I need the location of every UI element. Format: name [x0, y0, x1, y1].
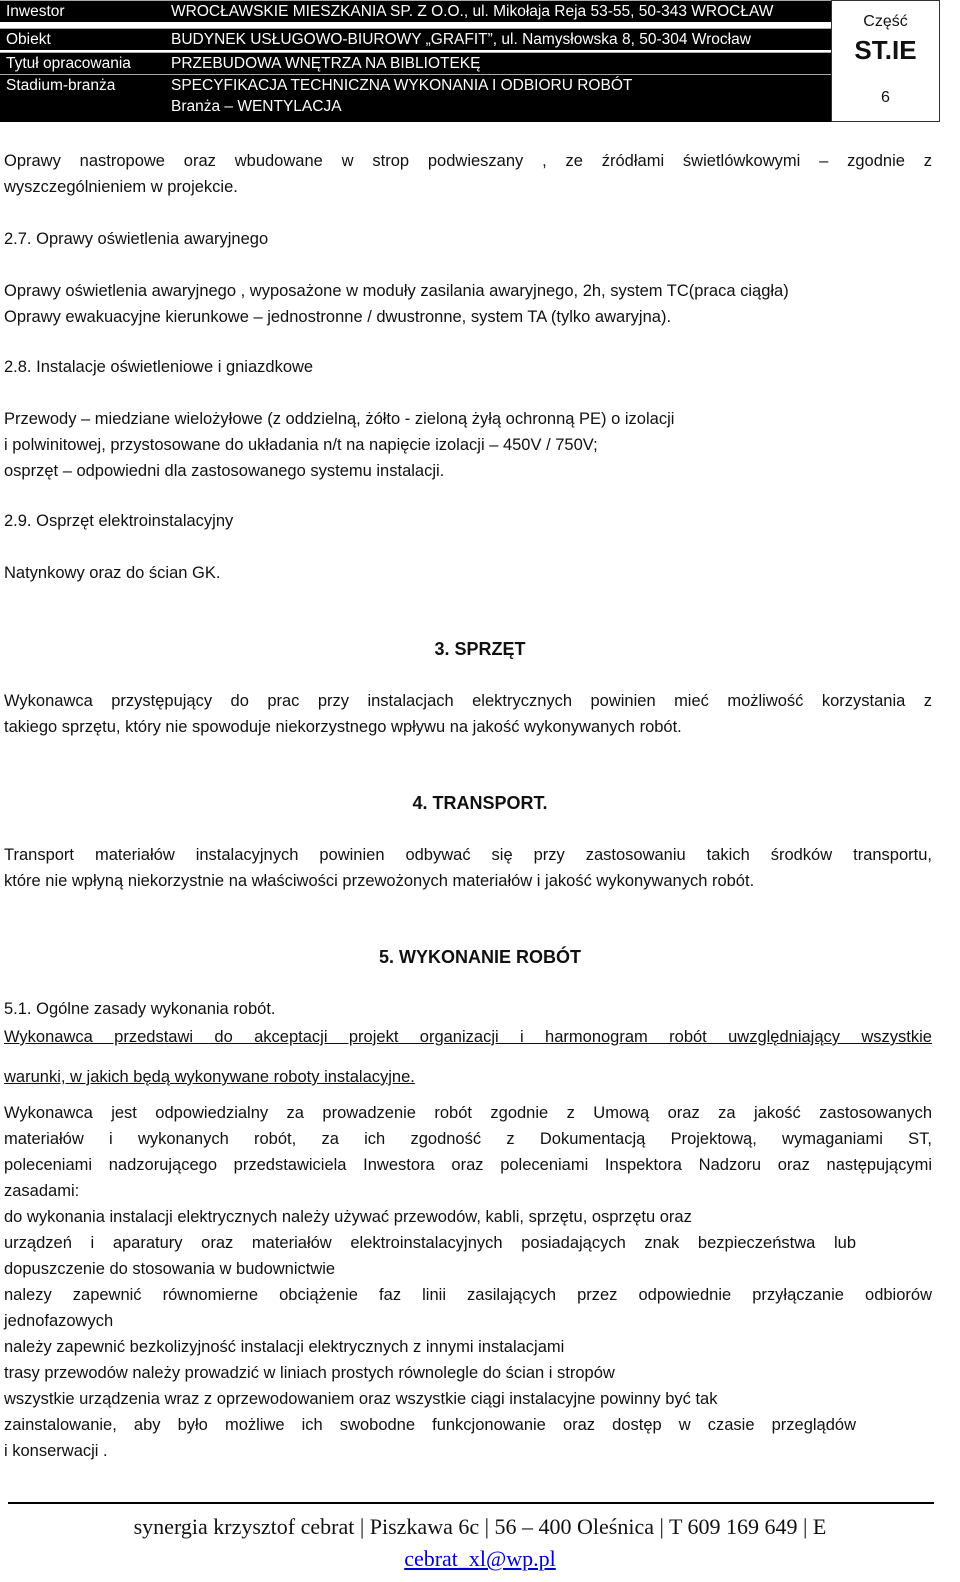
bullet-continuation: jednofazowych — [4, 1312, 114, 1330]
bullet-continuation: i konserwacji . — [4, 1442, 108, 1460]
paragraph-line: poleceniami nadzorującego przedstawiciela Inwestora oraz poleceniami Inspektora Nadzoru oraz następującymi — [4, 1156, 932, 1174]
bullet-continuation: zainstalowanie, aby było możliwe ich swobodne funkcjonowanie oraz dostęp w czasie przeglądów — [4, 1416, 856, 1434]
paragraph-line: osprzęt – odpowiedni dla zastosowanego systemu instalacji. — [4, 462, 445, 480]
bullet-continuation: dopuszczenie do stosowania w budownictwie — [4, 1260, 336, 1278]
stage-text: SPECYFIKACJA TECHNICZNA WYKONANIA I ODBIORU ROBÓT — [171, 77, 633, 94]
chapter-heading-3: 3. SPRZĘT — [434, 639, 526, 659]
object-value: BUDYNEK USŁUGOWO-BIUROWY „GRAFIT”, ul. Namysłowska 8, 50-304 Wrocław — [165, 28, 831, 50]
bullet-item: należy zapewnić bezkolizyjność instalacji elektrycznych z innymi instalacjami — [4, 1338, 565, 1356]
paragraph-line: wyszczególnieniem w projekcie. — [4, 178, 238, 196]
section-heading-2-8: 2.8. Instalacje oświetleniowe i gniazdkowe — [4, 358, 314, 376]
title-value: PRZEBUDOWA WNĘTRZA NA BIBLIOTEKĘ — [165, 52, 831, 74]
header-values — [165, 0, 831, 122]
bullet-item: trasy przewodów należy prowadzić w liniach prostych równolegle do ścian i stropów — [4, 1364, 615, 1382]
label-title: Tytuł opracowania — [0, 52, 165, 74]
part-label: Część — [863, 13, 908, 30]
branch-text: Branża – WENTYLACJA — [171, 98, 342, 115]
paragraph-line: Oprawy nastropowe oraz wbudowane w strop podwieszany , ze źródłami świetlówkowymi – zgodnie z — [4, 152, 932, 170]
chapter-heading-5: 5. WYKONANIE ROBÓT — [378, 947, 581, 967]
paragraph-line: Wykonawca jest odpowiedzialny za prowadzenie robót zgodnie z Umową oraz za jakość zastosowanych — [4, 1104, 932, 1122]
bullet-item: wszystkie urządzenia wraz z oprzewodowaniem oraz wszystkie ciągi instalacyjne powinny być tak — [4, 1390, 718, 1408]
underlined-line: Wykonawca przedstawi do akceptacji projekt organizacji i harmonogram robót uwzględniający wszystkie — [4, 1028, 932, 1046]
footer-text: synergia krzysztof cebrat | Piszkawa 6c | 56 – 400 Oleśnica | T 609 169 649 | E — [133, 1514, 827, 1539]
chapter-heading-4: 4. TRANSPORT. — [412, 793, 548, 813]
investor-value: WROCŁAWSKIE MIESZKANIA SP. Z O.O., ul. Mikołaja Reja 53-55, 50-343 WROCŁAW — [165, 0, 831, 22]
paragraph-line: Oprawy oświetlenia awaryjnego , wyposażone w moduły zasilania awaryjnego, 2h, system TC(praca ciągła) — [4, 282, 789, 300]
paragraph-line: Przewody – miedziane wielożyłowe (z oddzielną, żółto - zieloną żyłą ochronną PE) o izolacji — [4, 410, 675, 428]
paragraph-line: i polwinitowej, przystosowane do układania n/t na napięcie izolacji – 450V / 750V; — [4, 436, 598, 454]
bullet-item: nalezy zapewnić równomierne obciążenie faz linii zasilających przez odpowiednie przyłączanie odbiorów — [4, 1286, 932, 1304]
paragraph-line: takiego sprzętu, który nie spowoduje niekorzystnego wpływu na jakość wykonywanych robót. — [4, 718, 682, 736]
page-number: 6 — [881, 89, 890, 106]
paragraph-line: zasadami: — [4, 1182, 80, 1200]
label-stage: Stadium-branża — [0, 74, 165, 122]
footer-email-link[interactable]: cebrat_xl@wp.pl — [404, 1546, 556, 1571]
paragraph-line: Natynkowy oraz do ścian GK. — [4, 564, 221, 582]
paragraph-line: Wykonawca przystępujący do prac przy instalacjach elektrycznych powinien mieć możliwość korzystania z — [4, 692, 932, 710]
document-header — [0, 0, 940, 122]
bullet-item: do wykonania instalacji elektrycznych należy używać przewodów, kabli, sprzętu, osprzętu oraz — [4, 1208, 692, 1226]
stage-value — [165, 74, 831, 122]
paragraph-line: Oprawy ewakuacyjne kierunkowe – jednostronne / dwustronne, system TA (tylko awaryjna). — [4, 308, 672, 326]
label-investor: Inwestor — [0, 0, 165, 22]
part-code: ST.IE — [854, 35, 917, 65]
paragraph-line: Transport materiałów instalacyjnych powinien odbywać się przy zastosowaniu takich środków transportu, — [4, 846, 932, 864]
header-labels — [0, 0, 165, 122]
label-object: Obiekt — [0, 28, 165, 50]
paragraph-line: które nie wpłyną niekorzystnie na właściwości przewożonych materiałów i jakość wykonywanych robót. — [4, 872, 755, 890]
paragraph-line: materiałów i wykonanych robót, za ich zgodność z Dokumentacją Projektową, wymaganiami ST, — [4, 1130, 932, 1148]
section-heading-5-1: 5.1. Ogólne zasady wykonania robót. — [4, 1000, 276, 1018]
section-heading-2-7: 2.7. Oprawy oświetlenia awaryjnego — [4, 230, 269, 248]
footer-divider — [8, 1502, 934, 1504]
underlined-line: warunki, w jakich będą wykonywane roboty instalacyjne. — [4, 1068, 415, 1086]
section-heading-2-9: 2.9. Osprzęt elektroinstalacyjny — [4, 512, 234, 530]
part-box — [831, 0, 940, 122]
bullet-continuation: urządzeń i aparatury oraz materiałów elektroinstalacyjnych posiadających znak bezpieczeństwa lub — [4, 1234, 856, 1252]
